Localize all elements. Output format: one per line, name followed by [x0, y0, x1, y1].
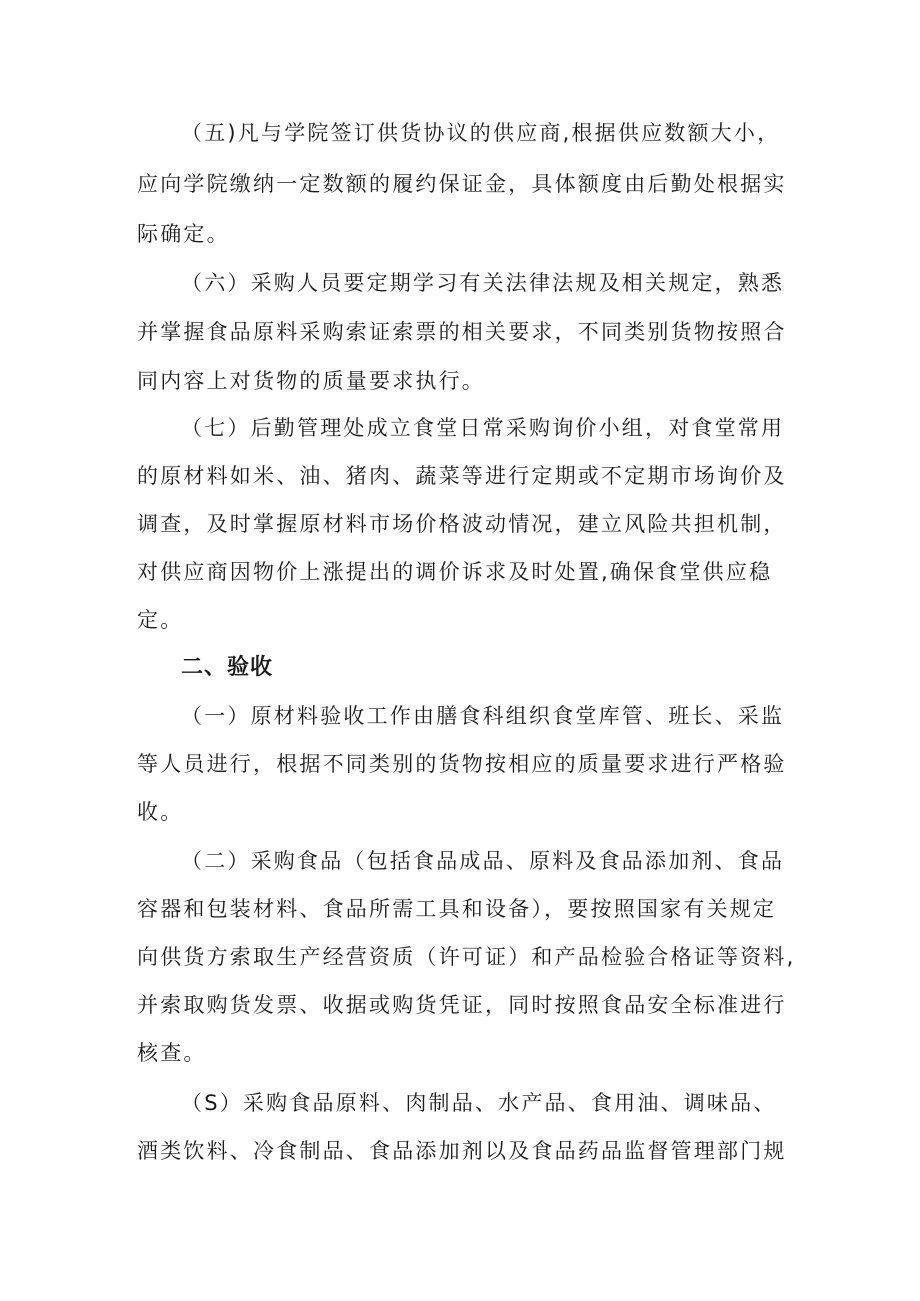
paragraph-7-line-4: 对供应商因物价上涨提出的调价诉求及时处置,确保食堂供应稳	[137, 560, 773, 584]
paragraph-5-line-1: （五)凡与学院签订供货协议的供应商,根据供应数额大小，	[181, 121, 781, 145]
acceptance-paragraph-2-line-5: 核查。	[137, 1041, 207, 1065]
acceptance-paragraph-2-line-2: 容器和包装材料、食品所需工具和设备），要按照国家有关规定	[137, 897, 777, 921]
paragraph-5-line-3: 际确定。	[137, 222, 230, 246]
acceptance-paragraph-1-line-1: （一）原材料验收工作由膳食科组织食堂库管、班长、采监	[181, 704, 785, 728]
acceptance-paragraph-2-line-3: 向供货方索取生产经营资质（许可证）和产品检验合格证等资料,	[137, 945, 796, 969]
section-heading-acceptance: 二、验收	[181, 655, 274, 680]
paragraph-7-line-5: 定。	[137, 608, 184, 632]
paragraph-6-line-1: （六）采购人员要定期学习有关法律法规及相关规定，熟悉	[181, 271, 785, 295]
paragraph-7-line-2: 的原材料如米、油、猪肉、蔬菜等进行定期或不定期市场询价及	[137, 464, 787, 488]
acceptance-paragraph-3-line-2: 酒类饮料、冷食制品、食品添加剂以及食品药品监督管理部门规	[137, 1139, 787, 1163]
paragraph-7-line-1: （七）后勤管理处成立食堂日常采购询价小组，对食堂常用	[181, 416, 785, 440]
acceptance-paragraph-1-line-2: 等人员进行，根据不同类别的货物按相应的质量要求进行严格验	[137, 752, 787, 776]
paragraph-6-line-2: 并掌握食品原料采购索证索票的相关要求，不同类别货物按照合	[137, 320, 787, 344]
acceptance-paragraph-3-line-1: （S）采购食品原料、肉制品、水产品、食用油、调味品、	[181, 1091, 777, 1115]
acceptance-paragraph-2-line-1: （二）采购食品（包括食品成品、原料及食品添加剂、食品	[181, 849, 785, 873]
paragraph-6-line-3: 同内容上对货物的质量要求执行。	[137, 369, 485, 393]
paragraph-5-line-2: 应向学院缴纳一定数额的履约保证金，具体额度由后勤处根据实	[137, 172, 787, 196]
acceptance-paragraph-1-line-3: 收。	[137, 800, 184, 824]
paragraph-7-line-3: 调查，及时掌握原材料市场价格波动情况，建立风险共担机制，	[137, 512, 787, 536]
acceptance-paragraph-2-line-4: 并索取购货发票、收据或购货凭证，同时按照食品安全标准进行	[137, 993, 787, 1017]
